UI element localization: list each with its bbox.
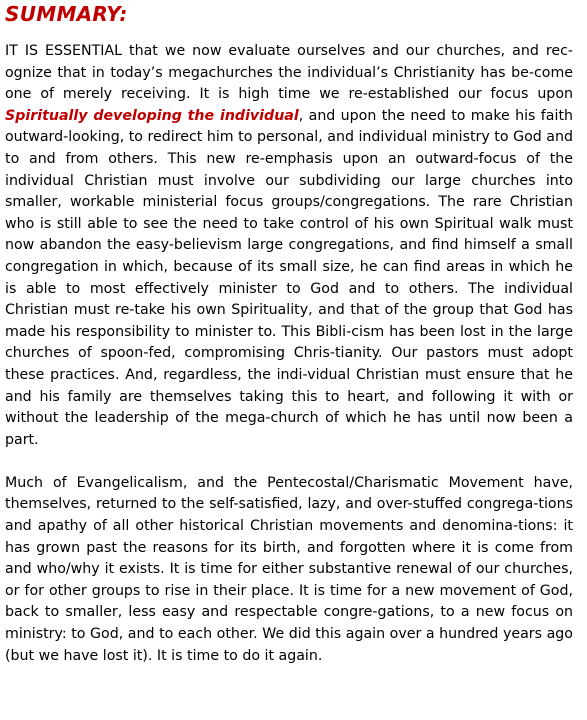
document-page [5,0,573,667]
paragraph-2: Much of Evangelicalism, and the Pentecostal/Charismatic Movement have, themselves, returned to the self-satisfied, lazy, and over-stuffed congrega-tions and apathy of all other historical Christian movements and denomina-tions: it has grown past the reasons for its birth, and forgotten where it is come from and who/why it exists. It is time for either substantive renewal of our churches, or for other groups to rise in their place. It is time for a new movement of God, back to smaller, less easy and respectable congre-gations, to a new focus on ministry: to God, and to each other. We did this again over a hundred years ago (but we have lost it). It is time to do it again. [5,474,573,664]
paragraph-1 [5,41,573,451]
paragraph-1-text-end: , and upon the need to make his faith outward-looking, to redirect him to personal, and individual ministry to God and to and from others. This new re-emphasis upon an outward-focus of the individual Christian must involve our subdividing our large churches into smaller, workable ministerial focus groups/congregations. The rare Christian who is still able to see the need to take control of his own Spiritual walk must now abandon the easy-believism large congregations, and find himself a small congregation in which, because of its small size, he can find areas in which he is able to most effectively minister to God and to others. The individual Christian must re-take his own Spirituality, and that of the group that God has made his responsibility to minister to. This Bibli-cism has been lost in the large churches of spoon-fed, compromising Chris-tianity. Our pastors must adopt these practices. And, regardless, the indi-vidual Christian must ensure that he and his family are themselves taking this to heart, and following it with or without the leadership of the mega-church of which he has until now been a part. [5,107,573,448]
paragraph-1-text-start: IT IS ESSENTIAL that we now evaluate ourselves and our churches, and rec-ognize that in today’s megachurches the individual’s Christianity has be-come one of merely receiving. It is high time we re-established our focus upon [5,43,573,103]
summary-heading: SUMMARY: [5,2,128,26]
paragraph-1-emphasis: Spiritually developing the individual [5,107,299,124]
